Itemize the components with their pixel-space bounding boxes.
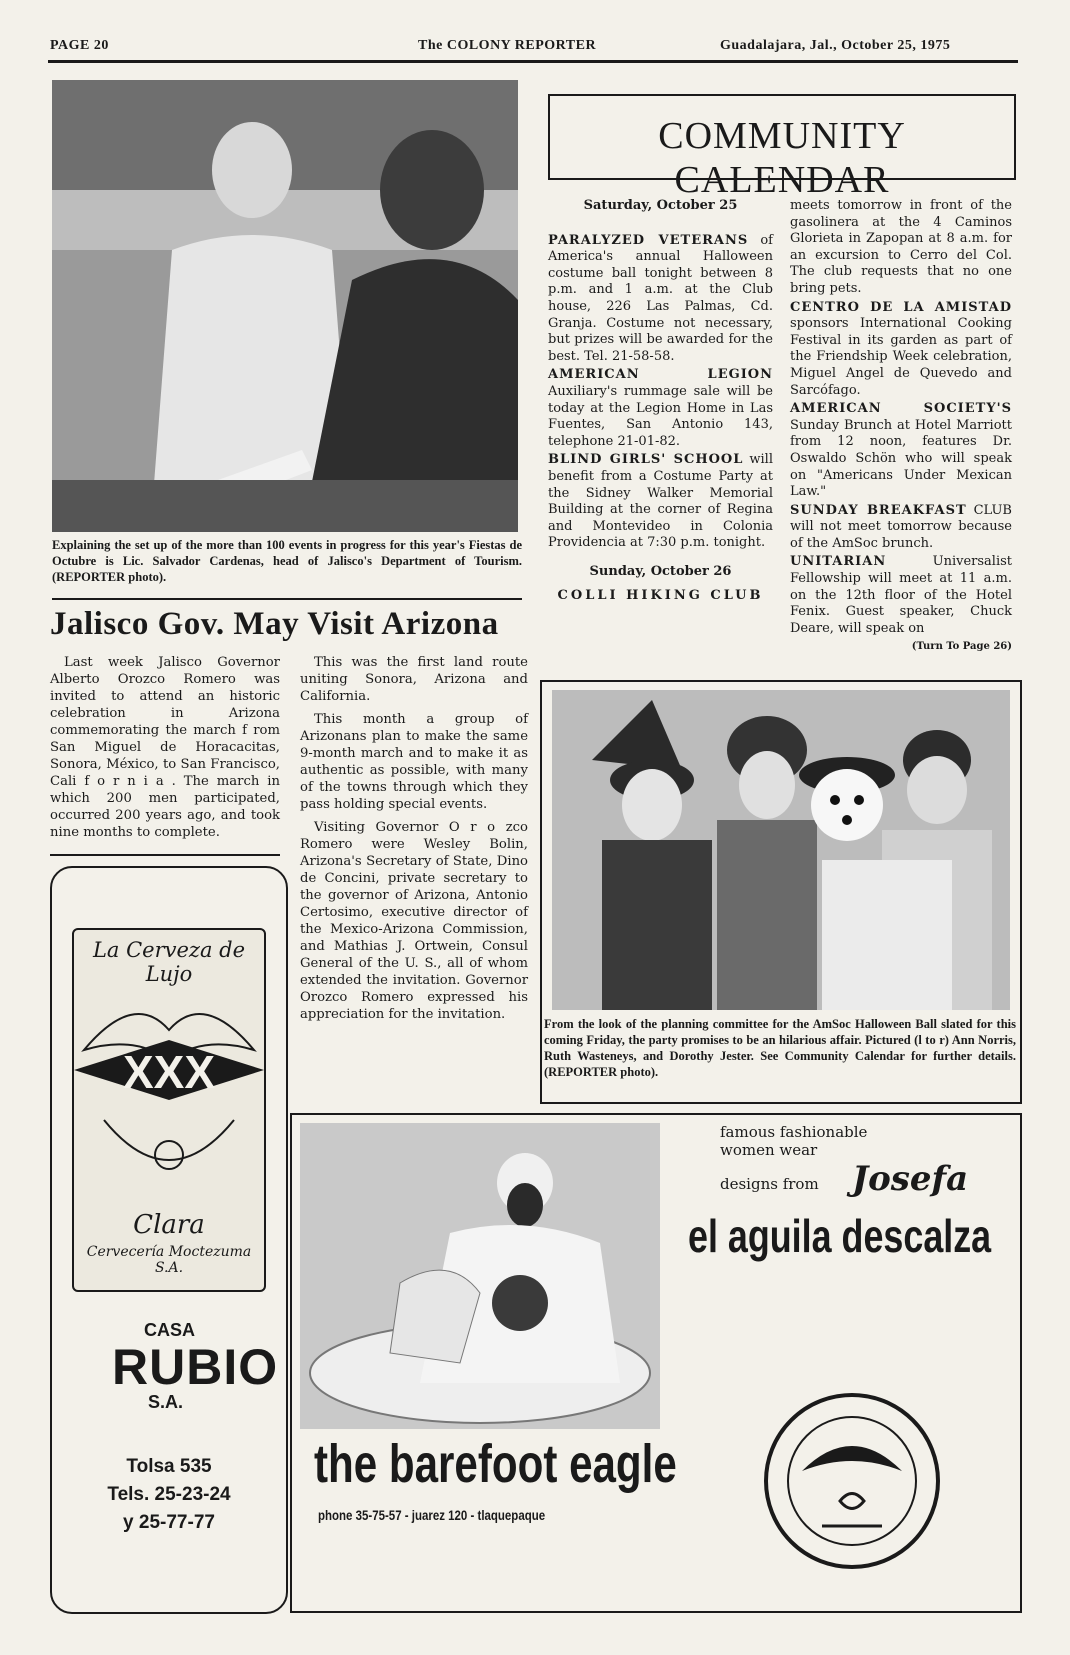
story-paragraph: This month a group of Arizonans plan to make the same 9-month march and to make it as authentic as possible, with many of the towns through which they pass holding special events. bbox=[300, 712, 528, 812]
can-mark-text: XXX bbox=[122, 1046, 216, 1098]
story-col1-rule bbox=[50, 854, 280, 856]
calendar-text: sponsors International Cooking Festival in its garden as part of the Friendship Week celebration, Miguel Angel de Quevedo and Sarcófago. bbox=[790, 316, 1012, 398]
ad-designs-from: designs from bbox=[720, 1175, 819, 1193]
calendar-org: PARALYZED VETERANS bbox=[548, 232, 749, 248]
tourism-photo-caption: Explaining the set up of the more than 100 events in progress for this year's Fiestas de Octubre is Lic. Salvador Cardenas, head of Jalisco's Department of Tourism. (REPORTER photo). bbox=[52, 538, 522, 584]
eagle-lower-icon bbox=[74, 1110, 264, 1210]
calendar-org: AMERICAN SOCIETY'S bbox=[790, 401, 1012, 417]
calendar-org: SUNDAY BREAKFAST bbox=[790, 502, 967, 518]
calendar-entry bbox=[790, 198, 1012, 298]
story-paragraph: Last week Jalisco Governor Alberto Orozco Romero was invited to attend an historic celebration in Arizona commemorating the march f rom San Miguel de Horacacitas, Sonora, México, to San Francisco, Cali f o r n i a . The march in which 200 men participated, occurred 200 years ago, and took nine months to complete. bbox=[50, 655, 280, 840]
calendar-org: CENTRO DE LA AMISTAD bbox=[790, 299, 1012, 315]
header-rule bbox=[48, 60, 1018, 63]
dateline: Guadalajara, Jal., October 25, 1975 bbox=[720, 38, 951, 53]
calendar-entry bbox=[790, 300, 1012, 400]
casa-rubio-ad bbox=[50, 866, 288, 1614]
calendar-day-saturday: Saturday, October 25 bbox=[583, 198, 738, 213]
fashion-photo bbox=[300, 1123, 660, 1429]
brand-casa: CASA bbox=[144, 1320, 196, 1340]
ad-phone-2: y 25-77-77 bbox=[123, 1512, 215, 1533]
calendar-entry bbox=[548, 452, 773, 552]
can-bottom-text: Cervecería Moctezuma S.A. bbox=[86, 1244, 252, 1276]
calendar-text: of America's annual Halloween costume ball tonight between 8 p.m. and 1 a.m. at the Club house, 226 Las Palmas, Cd. Granja. Costume not necessary, but prizes will be awarded for the best. Tel. 21-58-58. bbox=[548, 232, 773, 364]
calendar-text: will benefit from a Costume Party at the Sidney Walker Memorial Building at the corner of Regina and Montevideo in Colonia Providencia at 7:30 p.m. tonight. bbox=[548, 452, 773, 551]
calendar-title: COMMUNITY CALENDAR bbox=[658, 115, 906, 201]
story-paragraph: This was the first land route uniting Sonora, Arizona and California. bbox=[300, 655, 528, 704]
halloween-photo bbox=[552, 690, 1010, 1010]
story-column-2 bbox=[300, 654, 528, 1029]
calendar-entry bbox=[548, 367, 773, 450]
calendar-continued: (Turn To Page 26) bbox=[911, 641, 1012, 653]
calendar-column-1 bbox=[548, 198, 773, 605]
brand-rubio: RUBIO bbox=[112, 1339, 279, 1395]
page-number: PAGE 20 bbox=[50, 38, 109, 53]
barefoot-eagle-ad bbox=[290, 1113, 1022, 1613]
newspaper-name: The COLONY REPORTER bbox=[418, 38, 597, 53]
ad-address: Tolsa 535 bbox=[126, 1456, 212, 1477]
ad-contact: phone 35-75-57 - juarez 120 - tlaquepaque bbox=[318, 1507, 546, 1523]
calendar-org: UNITARIAN bbox=[790, 554, 887, 570]
calendar-column-2 bbox=[790, 198, 1012, 656]
calendar-entry bbox=[790, 503, 1012, 553]
calendar-text: meets tomorrow in front of the gasolinera at the 4 Caminos Glorieta in Zapopan at 8 a.m. for an excursion to Cerro del Col. The club requests that no one bring pets. bbox=[790, 198, 1012, 296]
can-clara-text: Clara bbox=[133, 1210, 205, 1240]
story-headline: Jalisco Gov. May Visit Arizona bbox=[50, 606, 499, 642]
calendar-entry bbox=[790, 554, 1012, 637]
calendar-entry bbox=[548, 233, 773, 366]
ad-spanish-name: el aguila descalza bbox=[688, 1210, 992, 1262]
halloween-photo-box bbox=[540, 680, 1022, 1104]
calendar-title-box bbox=[548, 94, 1016, 201]
tourism-photo bbox=[52, 80, 518, 532]
ad-brand-name: the barefoot eagle bbox=[314, 1434, 677, 1494]
calendar-org: AMERICAN LEGION bbox=[548, 367, 773, 383]
calendar-org-colli: COLLI HIKING CLUB bbox=[557, 588, 764, 604]
eagle-seal-icon bbox=[762, 1391, 942, 1571]
eagle-emblem-icon bbox=[74, 990, 264, 1110]
calendar-entry bbox=[790, 401, 1012, 501]
calendar-text: Universalist Fellowship will meet at 11 a.m. on the 12th floor of the Hotel Fenix. Guest speaker, Chuck Deare, will speak on bbox=[790, 554, 1012, 636]
halloween-photo-caption: From the look of the planning committee for the AmSoc Halloween Ball slated for this coming Friday, the party promises to be an hilarious affair. Pictured (l to r) Ann Norris, Ruth Wasteneys, and Dorothy Jester. See Community Calendar for further details. (REPORTER photo). bbox=[544, 1017, 1016, 1079]
beer-can bbox=[72, 928, 266, 1292]
brand-sa: S.A. bbox=[148, 1392, 184, 1412]
can-top-text: La Cerveza de Lujo bbox=[92, 938, 246, 986]
ad-designer-signature: Josefa bbox=[852, 1159, 969, 1199]
calendar-text: Auxiliary's rummage sale will be today at the Legion Home in Las Fuentes, San Antonio 143, telephone 21-01-82. bbox=[548, 383, 773, 449]
calendar-day-sunday: Sunday, October 26 bbox=[589, 563, 732, 579]
story-column-1 bbox=[50, 654, 280, 847]
story-paragraph: Visiting Governor O r o zco Romero were Wesley Bolin, Arizona's Secretary of State, Dino de Concini, private secretary to the governor of Arizona, Antonio Certosimo, executive director of the Mexico-Arizona Commission, and Mathias J. Ortwein, Consul General of the U. S., all of whom extended the invitation. Governor Orozco Romero expressed his appreciation for the invitation. bbox=[300, 820, 528, 1022]
caption-rule bbox=[52, 598, 522, 600]
ad-phone-1: Tels. 25-23-24 bbox=[107, 1484, 231, 1505]
ad-line-1: famous fashionable bbox=[720, 1123, 868, 1141]
calendar-text: Sunday Brunch at Hotel Marriott from 12 noon, features Dr. Oswaldo Schön who will speak on "Americans Under Mexican Law." bbox=[790, 417, 1012, 500]
calendar-text: CLUB will not meet tomorrow because of the AmSoc brunch. bbox=[790, 502, 1012, 551]
ad-line-2: women wear bbox=[720, 1141, 818, 1159]
calendar-org: BLIND GIRLS' SCHOOL bbox=[548, 452, 744, 468]
